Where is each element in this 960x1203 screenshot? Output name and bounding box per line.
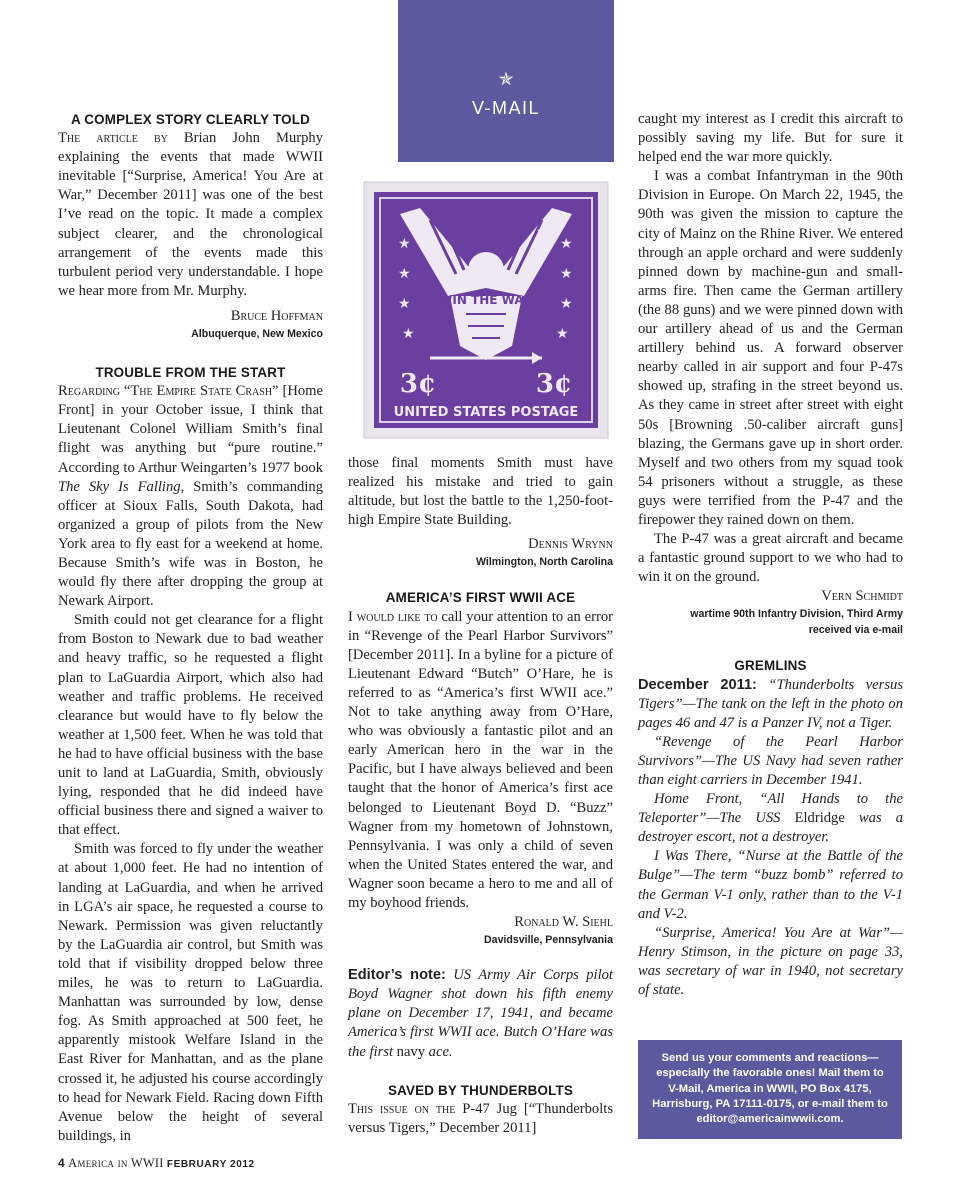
svg-text:★: ★	[560, 296, 573, 312]
magazine-name: America in WWII	[68, 1156, 164, 1170]
stamp-country: UNITED STATES POSTAGE	[393, 405, 579, 420]
letter-signature: Dennis Wrynn	[528, 536, 613, 553]
svg-text:★: ★	[398, 236, 411, 252]
page-number: 4	[58, 1156, 65, 1170]
svg-text:★: ★	[536, 224, 549, 240]
letter-paragraph: I was a combat Infantryman in the 90th Division in Europe. On March 22, 1945, the 90th was given the mission to capture the city of Mainz on the Rhine River. We entered through an apple orchard and were suddenly pinned down by machine-gun and small-arms fire. Then came the German artillery (the 88 guns) and we were pinned down with our artillery ahead of us and the German artillery behind us. A forward observer nearby called in air support and four P-47s showed up, strafing in the street beyond us. As they came in street after street with eight 50s [Browning .50-caliber aircraft guns] blazing, the Germans gave up in short order. Myself and two others from my squad took 54 prisoners without a struggle, as these guys were terrified from the P-47 and the firepower they rained down on them.	[638, 168, 903, 528]
letter-signature: Bruce Hoffman	[230, 307, 323, 324]
letter-location: wartime 90th Infantry Division, Third Army	[690, 608, 903, 621]
page-footer	[58, 1156, 255, 1171]
editor-note: Editor’s note: US Army Air Corps pilot Boyd Wagner shot down his fifth enemy plane on December 17, 1941, and became America’s first WWII ace. Butch O’Hare was the first navy ace.	[348, 967, 613, 1060]
letter-body: This issue on the P-47 Jug [“Thunderbolts versus Tigers,” December 2011]	[348, 1100, 613, 1136]
win-the-war-stamp-image	[360, 178, 612, 442]
gremlins-item: I Was There, “Nurse at the Battle of the Bulge”—The term “buzz bomb” referred to the German V-1 only, rather than to the V-1 and V-2.	[638, 848, 903, 922]
star-icon: ✯	[498, 69, 514, 89]
section-title: V-MAIL	[471, 98, 541, 118]
gremlins-item: December 2011: “Thunderbolts versus Tigers”—The tank on the left in the photo on pages 46 and 47 is a Panzer IV, not a Tiger.	[638, 676, 903, 731]
letter-heading: A COMPLEX STORY CLEARLY TOLD	[71, 112, 310, 127]
letter-location: received via e-mail	[808, 624, 903, 637]
letter-body: Regarding “The Empire State Crash” [Home Front] in your October issue, I think that Lieutenant Colonel William Smith’s final flight was anything but “pure routine.” According to Arthur Weingarten’s 1977 book The Sky Is Falling, Smith’s commanding officer at Sioux Falls, South Dakota, had organized a group of pilots from the New York area to fly east for a weekend at home. Because Smith’s wife was in Boston, he would fly there after dropping the group at Newark Airport.	[58, 383, 323, 610]
letter-paragraph: The P-47 was a great aircraft and became a fantastic ground support to we who had to win it on the ground.	[638, 531, 903, 586]
letter-paragraph: Smith could not get clearance for a flight from Boston to Newark due to bad weather and heavy traffic, so he requested a flight plan to LaGuardia Airport, which also had weather and traffic problems. He received clearance but would have to fly below the weather at 1,500 feet. When he was told that he had to have official business with the base unit to land at LaGuardia, Smith, obviously lying, responded that he did indeed have official business there and signed a waiver to that effect.	[58, 612, 323, 839]
letter-location: Wilmington, North Carolina	[475, 556, 613, 569]
stamp-banner: WIN THE WAR	[439, 293, 533, 307]
stamp-value-left: 3¢	[399, 369, 437, 399]
letter-location: Davidsville, Pennsylvania	[484, 934, 613, 947]
letter-paragraph: caught my interest as I credit this aircraft to possibly saving my life. But for sure it helped end the war more quickly.	[638, 111, 903, 166]
svg-text:★: ★	[398, 296, 411, 312]
column-right	[638, 110, 903, 1000]
letter-heading: AMERICA’S FIRST WWII ACE	[385, 590, 576, 606]
submission-info-box	[638, 1040, 902, 1139]
letter-signature: Ronald W. Siehl	[514, 914, 613, 931]
gremlins-heading: GREMLINS	[734, 658, 807, 674]
svg-text:★: ★	[398, 266, 411, 282]
svg-text:★: ★	[556, 326, 569, 342]
letter-paragraph: Smith was forced to fly under the weather at about 1,000 feet. He had no intention of landing at LaGuardia, and when he arrived in LGA’s air space, he requested a course to Newark. Permission was given reluctantly by the LaGuardia air control, but Smith was told that if visibility dropped below three miles, he was to return to LaGuardia. Manhattan was surrounded by low, dense fog. As Smith approached at 500 feet, he apparently mistook Welfare Island in the East River for Manhattan, and as the plane crossed it, he adjusted his course accordingly to head for Newark Field. Racing down Fifth Avenue below the height of several buildings, in	[58, 841, 323, 1144]
letter-body: The article by Brian John Murphy explaining the events that made WWII inevitable [“Surprise, America! You Are at War,” December 2011] was one of the best I’ve read on the topic. It made a complex subject clearer, and the chronological arrangement of the events made this turbulent period very understandable. I hope we hear more from Mr. Murphy.	[58, 130, 323, 299]
letter-paragraph: those final moments Smith must have realized his mistake and tried to gain altitude, but lost the battle to the 1,250-foot-high Empire State Building.	[348, 455, 613, 529]
column-left	[58, 110, 323, 1146]
letter-body: I would like to call your attention to an error in “Revenge of the Pearl Harbor Survivors” [December 2011]. In a byline for a picture of Lieutenant Edward “Butch” O’Hare, he is referred to as “America’s first WWII ace.” Not to take anything away from O’Hare, who was obviously a fantastic pilot and an early American hero in the war in the Pacific, but I have always believed and been taught that the honor of America’s first ace belonged to Lieutenant Boyd D. “Buzz” Wagner from my hometown of Johnstown, Pennsylvania. I was only a child of seven when the United States entered the war, and Wagner soon became a hero to me and all of my boyhood friends.	[348, 608, 614, 911]
column-middle	[348, 454, 613, 1138]
gremlins-item: Home Front, “All Hands to the Teleporter”—The USS Eldridge was a destroyer escort, not a destroyer.	[638, 791, 903, 846]
letter-heading: TROUBLE FROM THE START	[95, 365, 286, 381]
svg-text:★: ★	[560, 236, 573, 252]
issue-date: FEBRUARY 2012	[166, 1159, 255, 1170]
vmail-section-tab	[398, 0, 614, 162]
letter-heading: SAVED BY THUNDERBOLTS	[388, 1082, 573, 1098]
letter-location: Albuquerque, New Mexico	[191, 328, 323, 341]
svg-text:★: ★	[560, 266, 573, 282]
gremlins-item: “Revenge of the Pearl Harbor Survivors”—The US Navy had seven rather than eight carriers in December 1941.	[638, 733, 903, 788]
svg-text:★: ★	[422, 224, 435, 240]
letter-signature: Vern Schmidt	[821, 588, 903, 605]
svg-text:★: ★	[402, 326, 415, 342]
gremlins-item: “Surprise, America! You Are at War”—Henry Stimson, in the picture on page 33, was secretary of war in 1940, not secretary of state.	[638, 924, 903, 999]
submission-text: Send us your comments and reactions—especially the favorable ones! Mail them to V-Mail, America in WWII, PO Box 4175, Harrisburg, PA 17111-0175, or e-mail them to editor@americainwwii.com.	[652, 1052, 888, 1126]
stamp-value-right: 3¢	[535, 369, 573, 399]
